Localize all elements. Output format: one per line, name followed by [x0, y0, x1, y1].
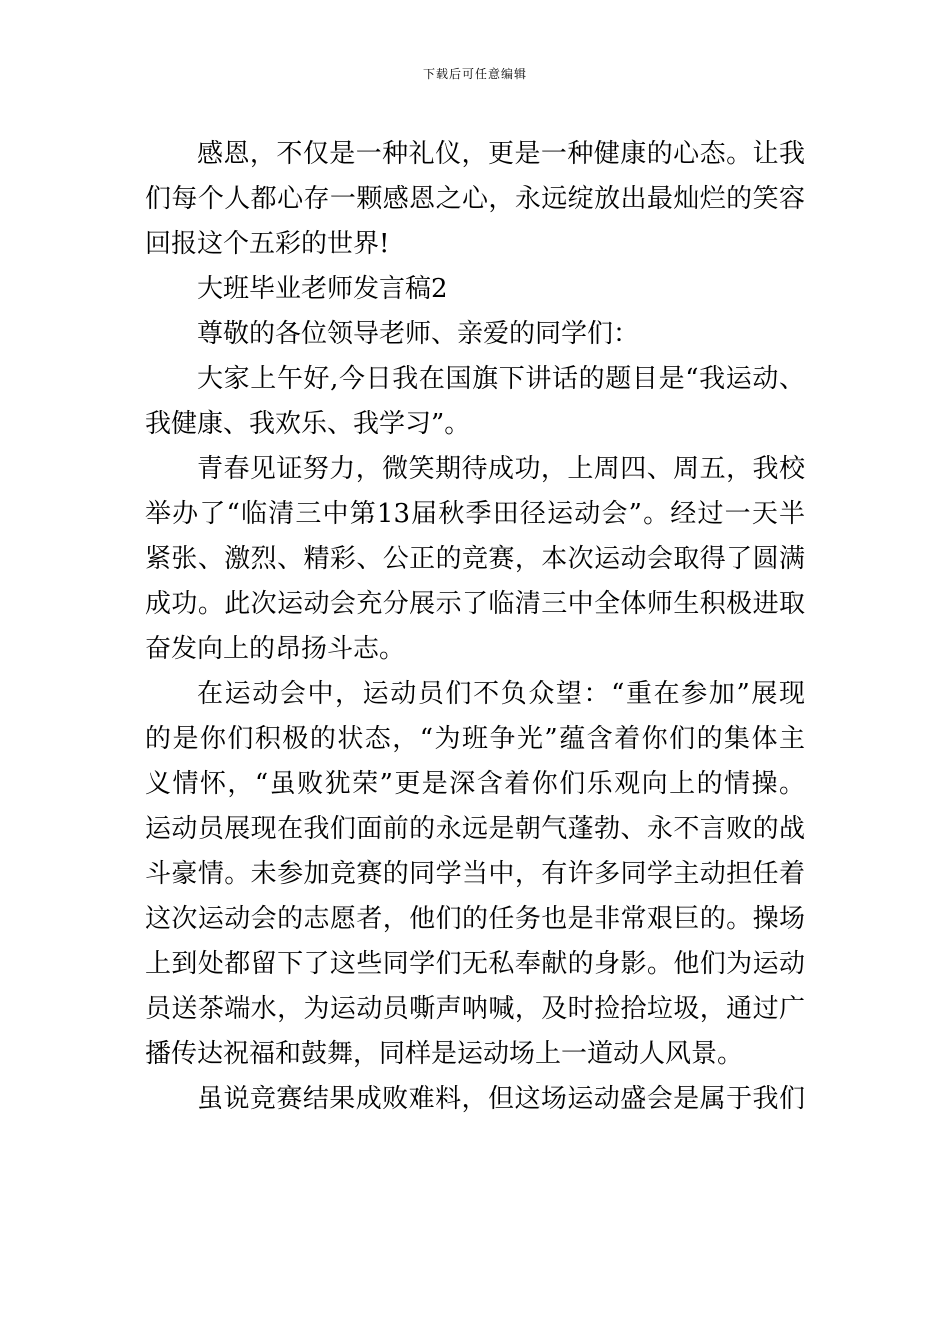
text-line: 义情怀，“虽败犹荣”更是深含着你们乐观向上的情操。	[145, 769, 805, 799]
text-line: 在运动会中，运动员们不负众望：“重在参加”展现	[197, 679, 805, 709]
text-line: 的是你们积极的状态，“为班争光”蕴含着你们的集体主	[145, 724, 805, 754]
text-line: 青春见证努力，微笑期待成功，上周四、周五，我校	[197, 454, 805, 484]
page-header: 下载后可任意编辑	[422, 67, 527, 81]
text-line: 回报这个五彩的世界!	[145, 229, 390, 259]
text-line: 感恩，不仅是一种礼仪，更是一种健康的心态。让我	[197, 139, 805, 169]
text-line: 斗豪情。未参加竞赛的同学当中，有许多同学主动担任着	[145, 859, 805, 889]
text-line: 奋发向上的昂扬斗志。	[145, 634, 406, 664]
document-body	[145, 132, 805, 1122]
text-line: 上到处都留下了这些同学们无私奉献的身影。他们为运动	[145, 949, 805, 979]
text-line: 运动员展现在我们面前的永远是朝气蓬勃、永不言败的战	[145, 814, 805, 844]
text-line: 尊敬的各位领导老师、亲爱的同学们：	[197, 319, 640, 349]
text-line: 虽说竞赛结果成败难料，但这场运动盛会是属于我们	[197, 1084, 805, 1114]
text-line: 大班毕业老师发言稿2	[197, 274, 448, 304]
text-line: 成功。此次运动会充分展示了临清三中全体师生积极进取	[145, 589, 805, 619]
text-line: 这次运动会的志愿者，他们的任务也是非常艰巨的。操场	[145, 904, 805, 934]
text-line: 员送茶端水，为运动员嘶声呐喊，及时捡拾垃圾，通过广	[145, 994, 805, 1024]
text-line: 紧张、激烈、精彩、公正的竞赛，本次运动会取得了圆满	[145, 544, 805, 574]
text-line: 们每个人都心存一颗感恩之心，永远绽放出最灿烂的笑容	[145, 184, 805, 214]
text-line: 举办了“临清三中第13届秋季田径运动会”。经过一天半	[145, 499, 805, 529]
text-line: 播传达祝福和鼓舞，同样是运动场上一道动人风景。	[145, 1039, 744, 1069]
text-line: 大家上午好,今日我在国旗下讲话的题目是“我运动、	[197, 364, 805, 394]
text-line: 我健康、我欢乐、我学习”。	[145, 409, 471, 439]
